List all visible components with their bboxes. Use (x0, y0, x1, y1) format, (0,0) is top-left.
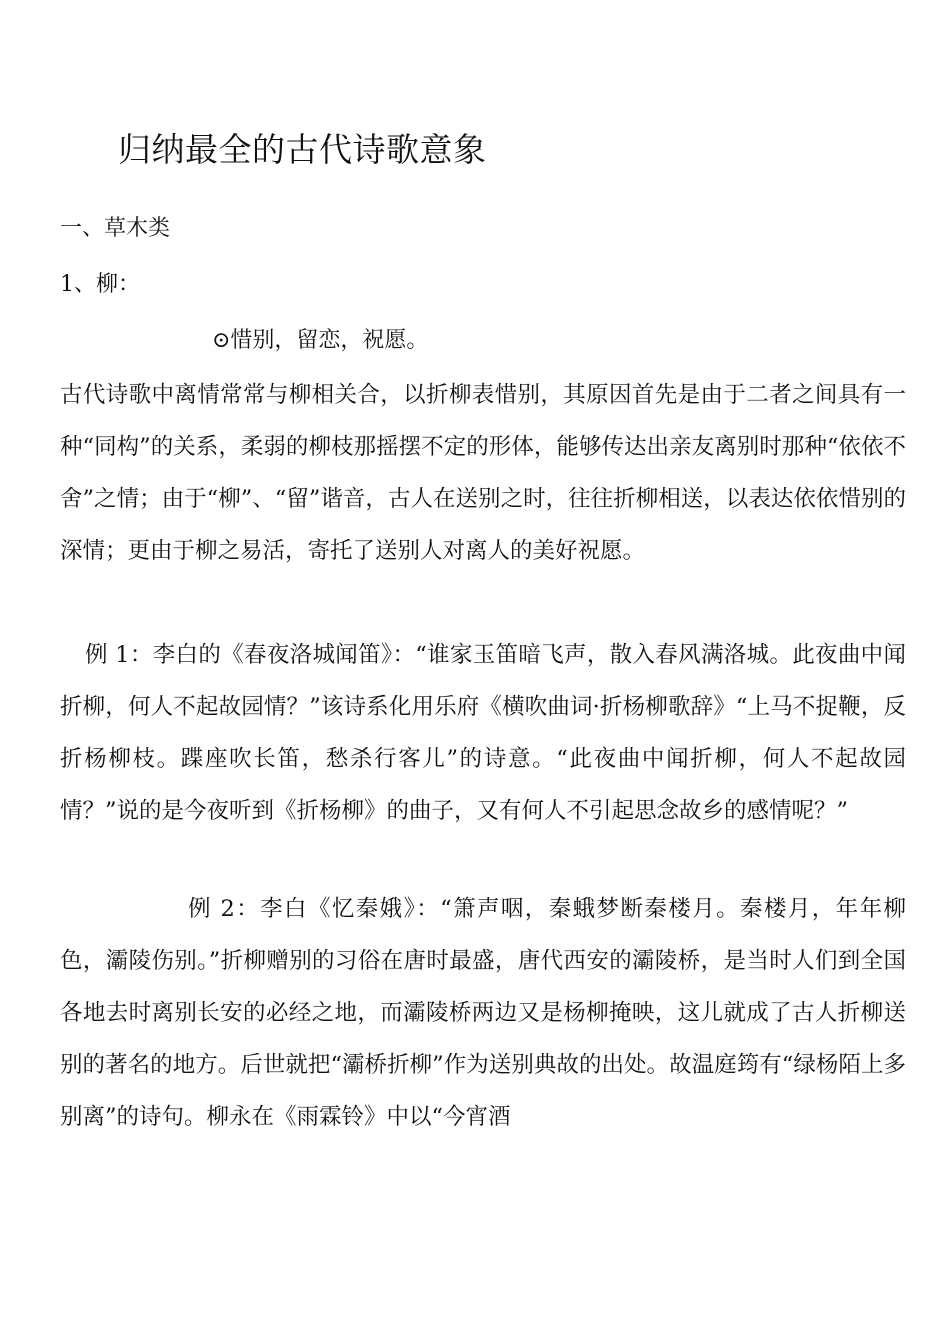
paragraph-example-1: 例 1：李白的《春夜洛城闻笛》：“谁家玉笛暗飞声，散入春风满洛城。此夜曲中闻折柳，何人不起故园情？”该诗系化用乐府《横吹曲词·折杨柳歌辞》“上马不捉鞭，反折杨柳枝。蹀座吹长笛，愁杀行客儿”的诗意。“此夜曲中闻折柳，何人不起故园情？”说的是今夜听到《折杨柳》的曲子，又有何人不引起思念故乡的感情呢？” (60, 642, 906, 824)
item-summary: ⊙惜别，留恋，祝愿。 (212, 328, 429, 353)
document-title: 归纳最全的古代诗歌意象 (118, 130, 487, 169)
section-heading: 一、草木类 (60, 216, 171, 241)
item-heading: 1、柳： (60, 272, 140, 297)
paragraph-explanation: 古代诗歌中离情常常与柳相关合，以折柳表惜别，其原因首先是由于二者之间具有一种“同构”的关系，柔弱的柳枝那摇摆不定的形体，能够传达出亲友离别时那种“依依不舍”之情；由于“柳”、“留”谐音，古人在送别之时，往往折柳相送，以表达依依惜别的深情；更由于柳之易活，寄托了送别人对离人的美好祝愿。 (60, 382, 906, 564)
paragraph-example-2: 例 2：李白《忆秦娥》：“箫声咽，秦蛾梦断秦楼月。秦楼月，年年柳色，灞陵伤别。”折柳赠别的习俗在唐时最盛，唐代西安的灞陵桥，是当时人们到全国各地去时离别长安的必经之地，而灞陵桥两边又是杨柳掩映，这儿就成了古人折柳送别的著名的地方。后世就把“灞桥折柳”作为送别典故的出处。故温庭筠有“绿杨陌上多别离”的诗句。柳永在《雨霖铃》中以“今宵酒 (60, 896, 906, 1130)
